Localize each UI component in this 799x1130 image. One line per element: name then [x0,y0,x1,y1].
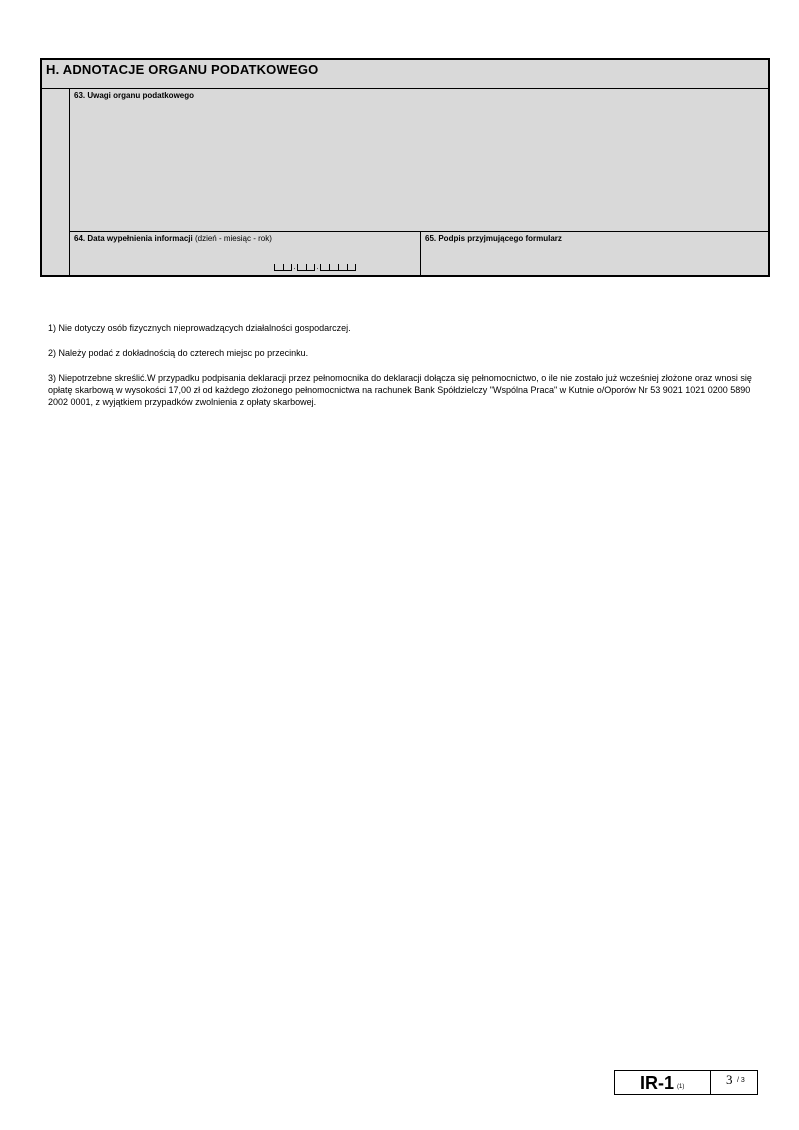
field-64-fill-date[interactable] [70,231,421,275]
footnote-1: 1) Nie dotyczy osób fizycznych nieprowadzących działalności gospodarczej. [48,323,351,333]
field-64-label [74,234,272,243]
footnote-2: 2) Należy podać z dokładnością do czterech miejsc po przecinku. [48,348,309,358]
section-header [42,60,768,89]
footnote-3: 3) Niepotrzebne skreślić.W przypadku podpisania deklaracji przez pełnomocnika do deklaracji dołącza się pełnomocnictwo, o ile nie zostało już wcześniej złożone oraz wnosi się opłatę skarbową w wysokości 17,00 zł od każdego złożonego pełnomocnictwa na rachunek Bank Spółdzielczy "Wspólna Praca" w Kutnie o/Oporów Nr 53 9021 1021 0200 5890 2002 0001, z wyjątkiem przypadków zwolnienia z opłaty skarbowej. [48,373,752,407]
year-digit-box[interactable] [347,264,356,270]
date-separator: . [293,262,296,271]
year-digit-box[interactable] [329,264,338,270]
section-title: H. ADNOTACJE ORGANU PODATKOWEGO [46,62,319,77]
page-total: / 3 [737,1077,745,1084]
form-code: IR-1 [640,1073,675,1093]
field-63-remarks[interactable] [70,89,768,232]
form-identifier-box [614,1070,758,1095]
day-digit-box[interactable] [274,264,283,270]
page-number-cell [711,1071,757,1094]
field-65-label: 65. Podpis przyjmującego formularz [425,234,562,243]
day-digit-box[interactable] [283,264,292,270]
left-margin-column [42,89,70,275]
form-code-cell [615,1071,711,1094]
field-64-label-text: 64. Data wypełnienia informacji [74,234,193,243]
year-digit-box[interactable] [320,264,329,270]
section-h-tax-authority-annotations [40,58,770,277]
page-current: 3 [726,1072,733,1087]
form-version: (1) [677,1084,685,1090]
month-digit-box[interactable] [306,264,315,270]
field-65-signature[interactable] [420,231,768,275]
footnotes [48,322,763,421]
date-separator: . [316,262,319,271]
year-boxes[interactable] [320,264,356,271]
year-digit-box[interactable] [338,264,347,270]
day-boxes[interactable] [274,264,292,271]
field-64-hint: (dzień - miesiąc - rok) [194,234,272,243]
date-input-boxes[interactable] [274,263,356,271]
month-digit-box[interactable] [297,264,306,270]
month-boxes[interactable] [297,264,315,271]
field-63-label: 63. Uwagi organu podatkowego [74,91,195,100]
